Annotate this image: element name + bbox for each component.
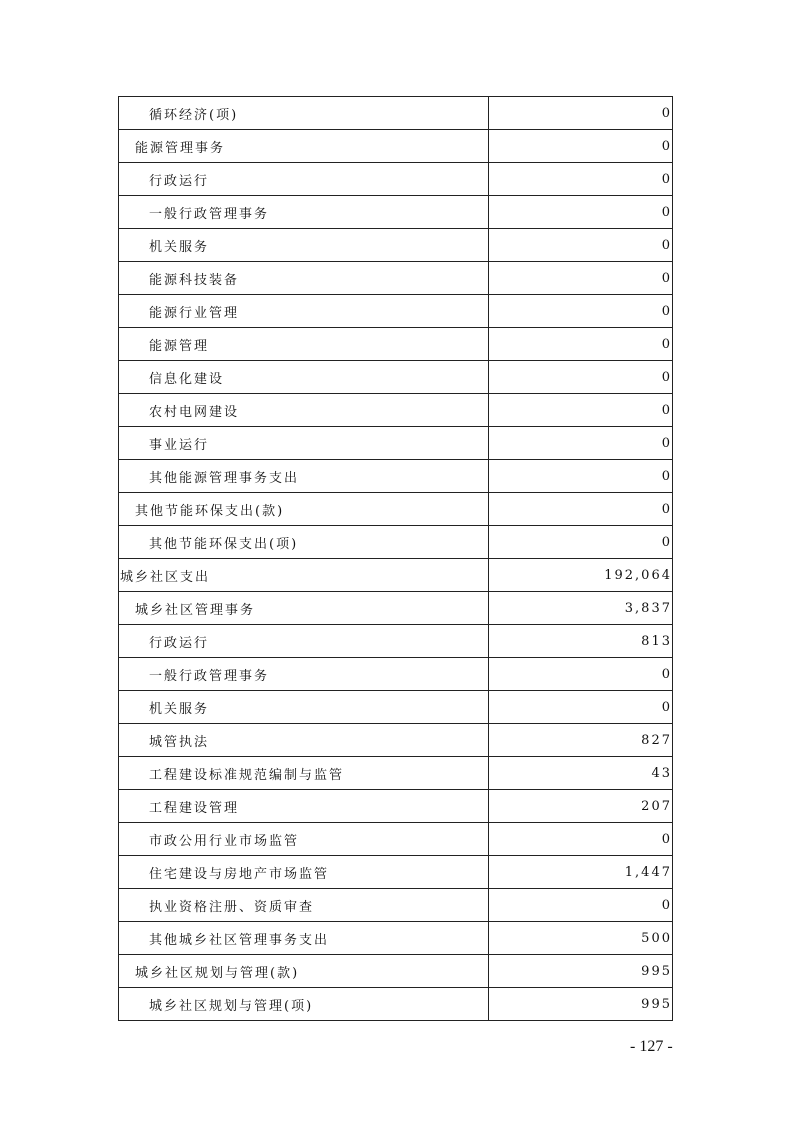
row-item-name: 机关服务 [119,229,489,262]
table-row [119,757,673,790]
row-item-name: 城乡社区管理事务 [119,592,489,625]
row-item-amount: 0 [489,328,673,361]
row-item-amount: 0 [489,196,673,229]
table-row [119,295,673,328]
row-item-name: 城乡社区支出 [119,559,489,592]
row-item-amount: 0 [489,460,673,493]
table-row [119,724,673,757]
row-item-amount: 43 [489,757,673,790]
table-row [119,361,673,394]
row-item-amount: 500 [489,922,673,955]
table-row [119,262,673,295]
row-item-amount: 0 [489,493,673,526]
row-item-name: 其他节能环保支出(项) [119,526,489,559]
row-item-name: 城管执法 [119,724,489,757]
row-item-amount: 0 [489,130,673,163]
table-row [119,493,673,526]
row-item-amount: 0 [489,361,673,394]
row-item-amount: 207 [489,790,673,823]
row-item-name: 城乡社区规划与管理(款) [119,955,489,988]
table-row [119,559,673,592]
row-item-name: 其他节能环保支出(款) [119,493,489,526]
row-item-name: 机关服务 [119,691,489,724]
row-item-name: 能源管理事务 [119,130,489,163]
row-item-name: 农村电网建设 [119,394,489,427]
table-row [119,658,673,691]
row-item-name: 工程建设标准规范编制与监管 [119,757,489,790]
row-item-amount: 0 [489,691,673,724]
row-item-name: 住宅建设与房地产市场监管 [119,856,489,889]
row-item-name: 其他城乡社区管理事务支出 [119,922,489,955]
row-item-amount: 813 [489,625,673,658]
row-item-name: 能源科技装备 [119,262,489,295]
table-row [119,427,673,460]
page-number: - 127 - [630,1038,673,1055]
table-row [119,460,673,493]
table-row [119,229,673,262]
row-item-name: 行政运行 [119,163,489,196]
table-row [119,592,673,625]
table-row [119,922,673,955]
row-item-amount: 827 [489,724,673,757]
row-item-amount: 0 [489,427,673,460]
table-row [119,163,673,196]
row-item-amount: 0 [489,295,673,328]
row-item-name: 信息化建设 [119,361,489,394]
row-item-name: 市政公用行业市场监管 [119,823,489,856]
table-row [119,130,673,163]
row-item-amount: 1,447 [489,856,673,889]
row-item-amount: 0 [489,229,673,262]
row-item-amount: 0 [489,163,673,196]
row-item-amount: 0 [489,823,673,856]
row-item-amount: 0 [489,526,673,559]
table-row [119,526,673,559]
row-item-name: 执业资格注册、资质审查 [119,889,489,922]
row-item-name: 城乡社区规划与管理(项) [119,988,489,1021]
row-item-name: 行政运行 [119,625,489,658]
table-row [119,328,673,361]
row-item-amount: 192,064 [489,559,673,592]
row-item-name: 事业运行 [119,427,489,460]
table-row [119,955,673,988]
row-item-name: 工程建设管理 [119,790,489,823]
table-row [119,625,673,658]
row-item-name: 循环经济(项) [119,97,489,130]
row-item-name: 能源管理 [119,328,489,361]
row-item-name: 能源行业管理 [119,295,489,328]
table-body [119,97,673,1021]
row-item-amount: 0 [489,97,673,130]
table-row [119,823,673,856]
row-item-amount: 0 [489,658,673,691]
row-item-amount: 0 [489,889,673,922]
row-item-amount: 995 [489,988,673,1021]
budget-table [118,96,673,1021]
row-item-name: 一般行政管理事务 [119,658,489,691]
table-row [119,691,673,724]
table-row [119,889,673,922]
table-row [119,790,673,823]
row-item-amount: 995 [489,955,673,988]
row-item-amount: 0 [489,394,673,427]
row-item-amount: 0 [489,262,673,295]
table-row [119,856,673,889]
table-row [119,988,673,1021]
table-row [119,196,673,229]
table-row [119,394,673,427]
row-item-name: 其他能源管理事务支出 [119,460,489,493]
row-item-name: 一般行政管理事务 [119,196,489,229]
row-item-amount: 3,837 [489,592,673,625]
table-row [119,97,673,130]
